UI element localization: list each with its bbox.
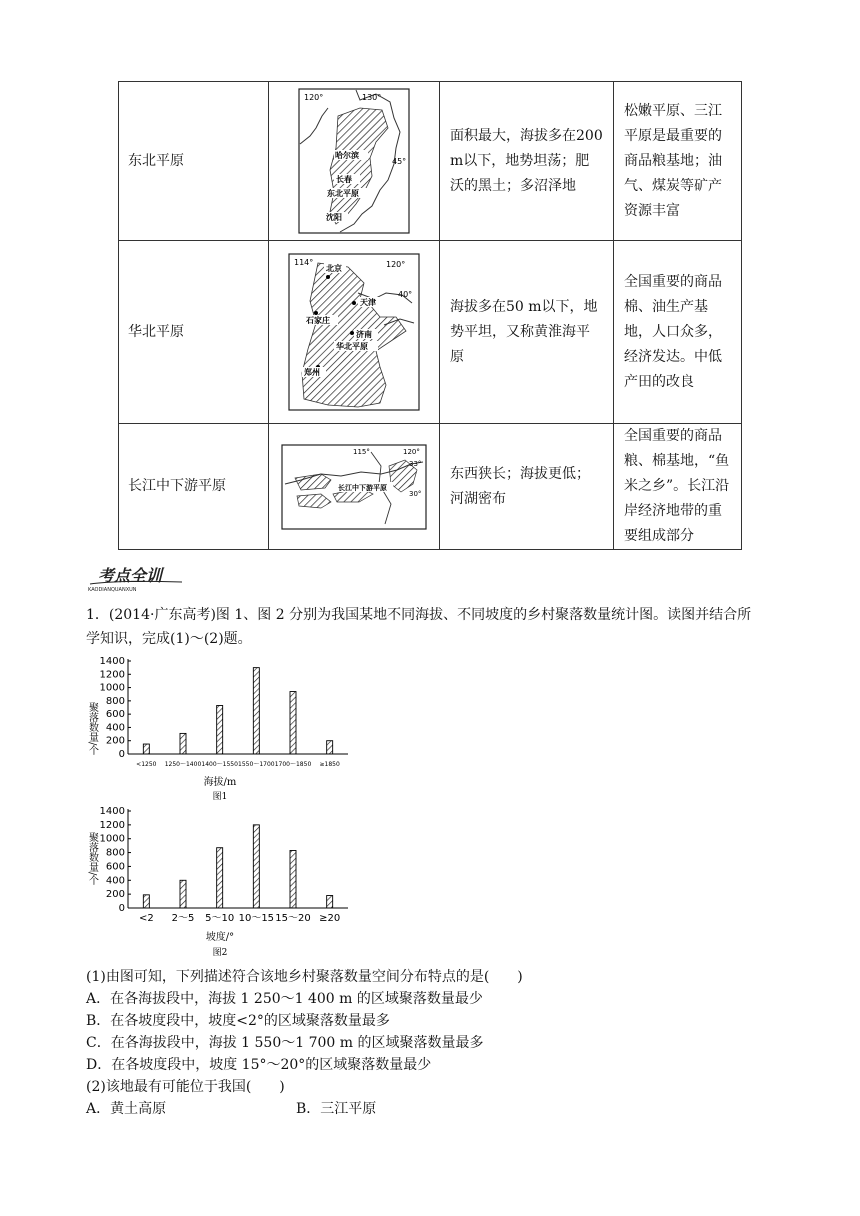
chart-xlabel: 海拔/m: [203, 777, 237, 788]
map-label: 40°: [398, 290, 413, 299]
map-label: 北京: [326, 263, 342, 273]
map-label: 114°: [294, 258, 314, 267]
map-label: 郑州: [304, 367, 320, 377]
map-label: 哈尔滨: [335, 150, 359, 160]
features-cell: 东西狭长；海拔更低；河湖密布: [440, 424, 614, 550]
bar: [290, 692, 296, 754]
bar: [253, 668, 259, 754]
map-label: 沈阳: [326, 212, 342, 222]
question-stem-line2: 学知识，完成(1)～(2)题。: [86, 631, 252, 647]
section-title: 考点全训: [98, 566, 163, 585]
map-label: 115°: [353, 447, 370, 456]
features-cell: 面积最大，海拔多在200 m以下，地势坦荡；肥沃的黑土；多沼泽地: [440, 82, 614, 241]
chart-xlabel: 坡度/°: [205, 932, 235, 943]
plain-name: 华北平原: [119, 241, 269, 424]
x-tick-label: <2: [138, 913, 154, 924]
option-d: D．在各坡度段中，坡度 15°～20°的区域聚落数量最少: [86, 1057, 432, 1073]
y-tick-label: 600: [105, 709, 125, 721]
y-tick-label: 400: [105, 722, 125, 734]
plains-table: [118, 81, 742, 550]
y-tick-label: 800: [105, 695, 125, 707]
section-banner: [86, 566, 196, 592]
y-tick-label: 1000: [99, 833, 125, 845]
map-label: 华北平原: [336, 341, 368, 351]
map-cell: [269, 241, 440, 424]
y-tick-label: 200: [105, 889, 125, 901]
bar: [327, 896, 333, 908]
y-tick-label: 1200: [99, 819, 125, 831]
subquestion-2-option-a: A．黄土高原: [86, 1101, 167, 1117]
y-tick-label: 800: [105, 847, 125, 859]
bar: [290, 850, 296, 908]
plain-name: 东北平原: [119, 82, 269, 241]
subquestion-1: (1)由图可知，下列描述符合该地乡村聚落数量空间分布特点的是( ): [86, 969, 523, 985]
x-tick-label: 5～10: [205, 913, 235, 924]
map-label: 30°: [409, 489, 422, 498]
bar: [327, 741, 333, 754]
bar: [180, 880, 186, 908]
map-label: 天津: [360, 297, 376, 307]
subquestion-2: (2)该地最有可能位于我国( ): [86, 1079, 285, 1095]
bar: [217, 848, 223, 908]
y-tick-label: 200: [105, 735, 125, 747]
bar: [217, 706, 223, 754]
chart-title: 图2: [212, 948, 228, 958]
x-tick-label: 1250～1400: [164, 761, 202, 768]
question-stem-line1: 1．(2014·广东高考)图 1、图 2 分别为我国某地不同海拔、不同坡度的乡村聚落数量统计图。读图并结合所: [86, 607, 752, 623]
chart-ylabel: 聚落数量/个: [86, 702, 98, 756]
option-b: B．在各坡度段中，坡度<2°的区域聚落数量最多: [86, 1013, 390, 1029]
map-label: 120°: [304, 93, 324, 102]
chart-title: 图1: [212, 792, 228, 802]
y-tick-label: 1400: [99, 806, 125, 817]
map-cell: [269, 82, 440, 241]
map-label: 130°: [362, 93, 382, 102]
north-china-plain-map: [288, 253, 420, 411]
table-row: [119, 241, 742, 424]
x-tick-label: 1700～1850: [274, 761, 312, 768]
map-label: 33°: [409, 459, 422, 468]
bar: [180, 733, 186, 754]
map-label: 石家庄: [306, 315, 330, 325]
map-label: 长春: [336, 174, 352, 184]
role-cell: 全国重要的商品棉、油生产基地，人口众多，经济发达。中低产田的改良: [614, 241, 742, 424]
y-tick-label: 600: [105, 861, 125, 873]
northeast-plain-map: [298, 88, 410, 234]
features-cell: 海拔多在50 m以下，地势平坦，又称黄淮海平原: [440, 241, 614, 424]
x-tick-label: 1400～1550: [201, 761, 238, 768]
map-label: 长江中下游平原: [338, 482, 387, 492]
role-cell: 松嫩平原、三江平原是最重要的商品粮基地；油气、煤炭等矿产资源丰富: [614, 82, 742, 241]
y-tick-label: 1400: [99, 656, 125, 667]
bar: [253, 825, 259, 908]
x-tick-label: ≥1850: [319, 761, 340, 768]
role-cell: 全国重要的商品粮、棉基地，“鱼米之乡”。长江沿岸经济地带的重要组成部分: [614, 424, 742, 550]
map-cell: [269, 424, 440, 550]
map-label: 45°: [392, 157, 407, 166]
map-label: 东北平原: [327, 188, 359, 198]
x-tick-label: <1250: [136, 761, 157, 768]
y-tick-label: 0: [118, 749, 125, 760]
y-tick-label: 400: [105, 875, 125, 887]
chart-altitude: [80, 652, 380, 802]
option-a: A．在各海拔段中，海拔 1 250～1 400 m 的区域聚落数量最少: [86, 991, 483, 1007]
yangtze-plain-map: [281, 444, 427, 530]
x-tick-label: 2～5: [171, 913, 195, 924]
bar: [143, 744, 149, 754]
plain-name: 长江中下游平原: [119, 424, 269, 550]
y-tick-label: 0: [118, 903, 125, 914]
y-tick-label: 1000: [99, 682, 125, 694]
map-label: 济南: [356, 329, 372, 339]
option-c: C．在各海拔段中，海拔 1 550～1 700 m 的区域聚落数量最多: [86, 1035, 484, 1051]
x-tick-label: ≥20: [319, 913, 341, 924]
table-row: [119, 82, 742, 241]
table-row: [119, 424, 742, 550]
section-subtitle: KAODIANQUANXUN: [88, 587, 137, 592]
x-tick-label: 1550～1700: [238, 761, 275, 768]
chart-slope: [80, 802, 380, 960]
map-label: 120°: [403, 447, 420, 456]
x-tick-label: 15～20: [275, 913, 311, 924]
subquestion-2-option-b: B．三江平原: [296, 1101, 377, 1117]
y-tick-label: 1200: [99, 669, 125, 681]
map-label: 120°: [386, 260, 406, 269]
x-tick-label: 10～15: [238, 913, 275, 924]
chart-ylabel: 聚落数量/个: [86, 832, 98, 886]
bar: [143, 895, 149, 908]
section-header: [86, 566, 196, 596]
